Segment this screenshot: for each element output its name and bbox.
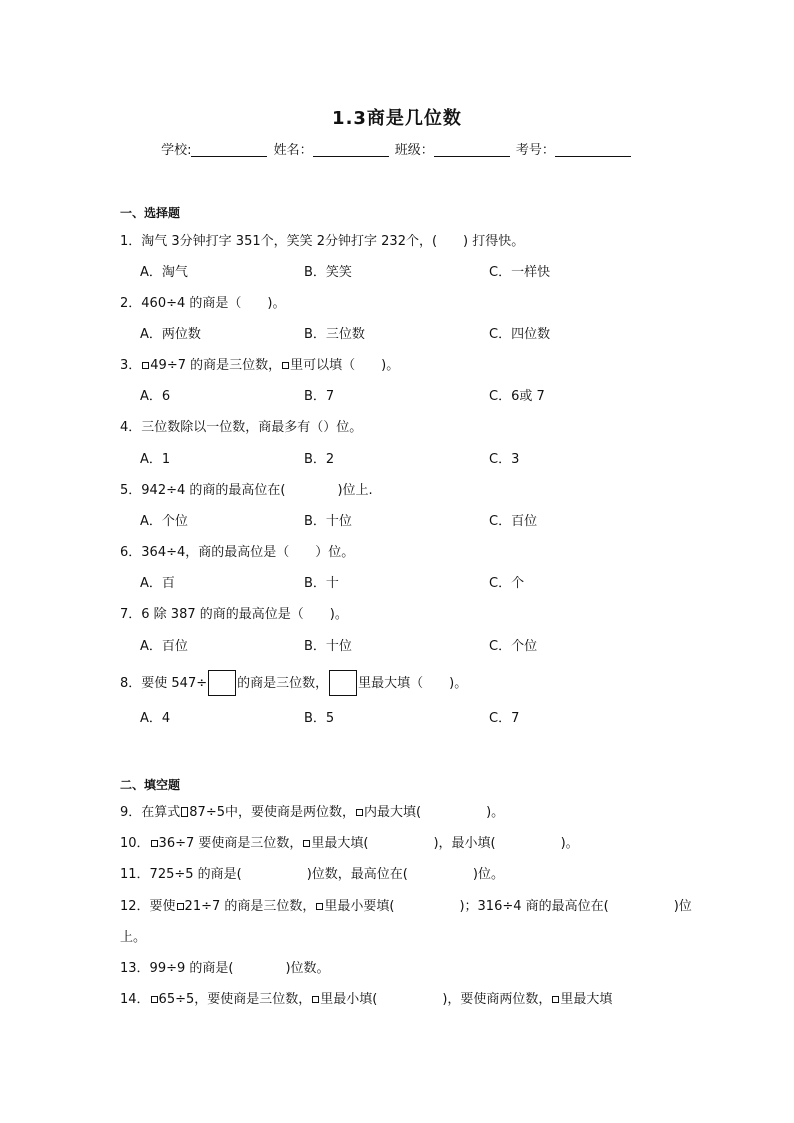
question-8 xyxy=(120,670,467,696)
question-14 xyxy=(120,988,612,1007)
question-7: 7．6 除 387 的商的最高位是（ )。 xyxy=(120,607,348,622)
q14-text-mid: 里最小填( )，要使商两位数， xyxy=(320,992,552,1007)
blank-square-icon xyxy=(142,362,149,369)
question-5: 5．942÷4 的商的最高位在( )位上. xyxy=(120,483,373,498)
class-blank[interactable] xyxy=(434,142,510,157)
q3-text: 49÷7 的商是三位数， xyxy=(150,358,282,373)
question-13: 13．99÷9 的商是( )位数。 xyxy=(120,961,330,976)
q7-option-c[interactable]: C．个位 xyxy=(489,639,538,654)
q8-option-c[interactable]: C．7 xyxy=(489,711,520,726)
q3-text-end: 里可以填（ )。 xyxy=(290,358,400,373)
q12-text-end: 里最小要填( )；316÷4 商的最高位在( )位 xyxy=(324,899,692,914)
q12-prefix: 12．要使 xyxy=(120,899,176,914)
answer-box[interactable] xyxy=(208,670,236,696)
question-10 xyxy=(120,832,579,851)
blank-square-icon xyxy=(177,903,184,910)
q7-option-b[interactable]: B．十位 xyxy=(304,639,352,654)
question-11: 11．725÷5 的商是( )位数，最高位在( )位。 xyxy=(120,867,504,882)
q2-option-c[interactable]: C．四位数 xyxy=(489,327,551,342)
q1-option-b[interactable]: B．笑笑 xyxy=(304,265,352,280)
question-2: 2．460÷4 的商是（ )。 xyxy=(120,296,286,311)
q7-option-a[interactable]: A．百位 xyxy=(140,639,188,654)
q1-option-c[interactable]: C．一样快 xyxy=(489,265,551,280)
q14-prefix: 14． xyxy=(120,992,150,1007)
q9-prefix: 9．在算式 xyxy=(120,805,181,820)
q12-text: 21÷7 的商是三位数， xyxy=(184,899,316,914)
answer-box[interactable] xyxy=(329,670,357,696)
q8-text: 的商是三位数， xyxy=(237,676,329,691)
school-label: 学校: xyxy=(161,143,192,158)
q4-option-a[interactable]: A．1 xyxy=(140,452,171,467)
q14-text-end: 里最大填 xyxy=(560,992,613,1007)
question-4: 4．三位数除以一位数，商最多有（）位。 xyxy=(120,420,363,435)
question-1: 1．淘气 3分钟打字 351个，笑笑 2分钟打字 232个，( ) 打得快。 xyxy=(120,234,525,249)
blank-square-icon xyxy=(282,362,289,369)
question-9 xyxy=(120,801,504,820)
blank-square-icon xyxy=(552,996,559,1003)
q2-option-a[interactable]: A．两位数 xyxy=(140,327,201,342)
q5-option-b[interactable]: B．十位 xyxy=(304,514,352,529)
number-blank[interactable] xyxy=(555,142,631,157)
q1-option-a[interactable]: A．淘气 xyxy=(140,265,188,280)
blank-square-icon xyxy=(151,996,158,1003)
class-label: 班级： xyxy=(394,143,434,158)
q6-option-a[interactable]: A．百 xyxy=(140,576,175,591)
q9-text-end: 内最大填( )。 xyxy=(364,805,505,820)
q4-option-c[interactable]: C．3 xyxy=(489,452,520,467)
q10-text: 36÷7 要使商是三位数， xyxy=(158,836,303,851)
blank-square-icon xyxy=(316,903,323,910)
blank-square-icon xyxy=(312,996,319,1003)
q3-prefix: 3． xyxy=(120,358,142,373)
blank-square-icon xyxy=(303,840,310,847)
q6-option-b[interactable]: B．十 xyxy=(304,576,339,591)
q5-option-c[interactable]: C．百位 xyxy=(489,514,538,529)
q2-option-b[interactable]: B．三位数 xyxy=(304,327,365,342)
q8-option-b[interactable]: B．5 xyxy=(304,711,335,726)
blank-square-icon xyxy=(151,840,158,847)
q8-text-end: 里最大填（ )。 xyxy=(358,676,468,691)
section-fill-heading: 二、填空题 xyxy=(120,778,181,792)
q5-option-a[interactable]: A．个位 xyxy=(140,514,188,529)
blank-square-icon xyxy=(181,807,188,817)
question-12-continued: 上。 xyxy=(120,930,147,945)
q8-option-a[interactable]: A．4 xyxy=(140,711,171,726)
q14-text: 65÷5，要使商是三位数， xyxy=(158,992,312,1007)
question-3 xyxy=(120,354,399,373)
q3-option-b[interactable]: B．7 xyxy=(304,389,335,404)
school-blank[interactable] xyxy=(191,142,267,157)
question-6: 6．364÷4，商的最高位是（ ）位。 xyxy=(120,545,355,560)
q10-text-end: 里最大填( )，最小填( )。 xyxy=(311,836,579,851)
name-blank[interactable] xyxy=(313,142,389,157)
question-12 xyxy=(120,895,692,914)
student-info-line xyxy=(0,139,794,158)
q4-option-b[interactable]: B．2 xyxy=(304,452,335,467)
number-label: 考号： xyxy=(515,143,555,158)
q3-option-a[interactable]: A．6 xyxy=(140,389,171,404)
q10-prefix: 10． xyxy=(120,836,150,851)
q9-text: 87÷5中，要使商是两位数， xyxy=(189,805,355,820)
name-label: 姓名： xyxy=(273,143,313,158)
page-title: 1.3商是几位数 xyxy=(332,108,462,129)
section-choice-heading: 一、选择题 xyxy=(120,206,181,220)
q3-option-c[interactable]: C．6或 7 xyxy=(489,389,545,404)
q6-option-c[interactable]: C．个 xyxy=(489,576,525,591)
q8-prefix: 8．要使 547÷ xyxy=(120,676,208,691)
blank-square-icon xyxy=(356,809,363,816)
